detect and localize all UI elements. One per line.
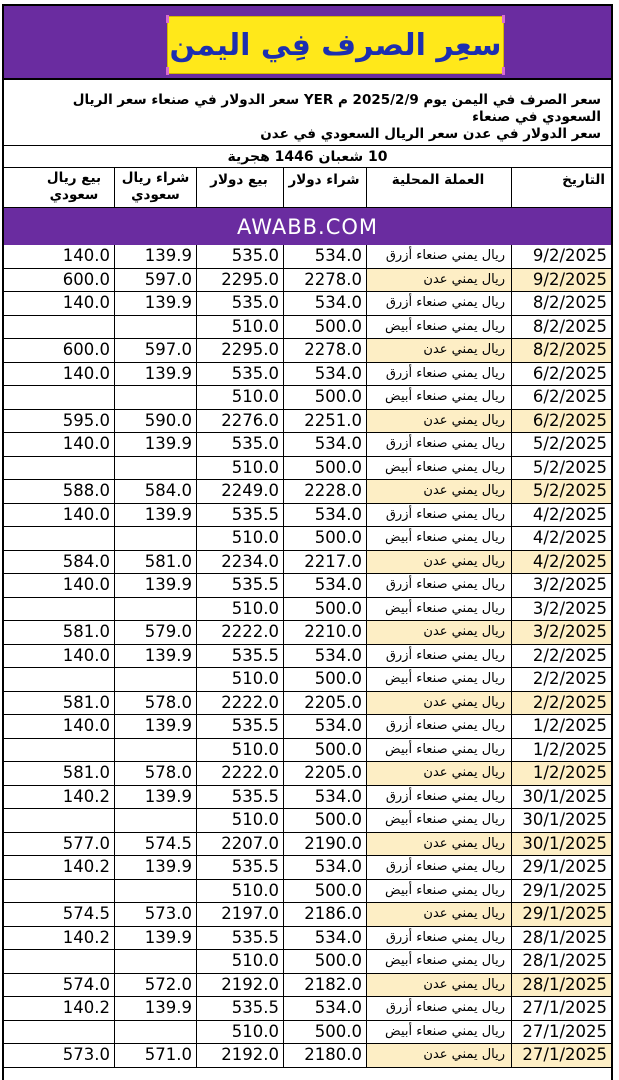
cell-sell-dollar: 535.5 [196,856,283,879]
cell-buy-dollar: 2182.0 [283,974,366,997]
cell-date: 8/2/2025 [511,316,611,339]
cell-date: 6/2/2025 [511,410,611,433]
cell-currency: ريال يمني عدن [366,692,511,715]
header-sell-dollar: بيع دولار [196,168,283,207]
cell-date: 30/1/2025 [511,833,611,856]
title-box [167,16,504,74]
cell-buy-sar: 139.9 [114,997,196,1020]
cell-sell-sar: 581.0 [62,692,110,712]
cell-sell-sar: 588.0 [62,481,110,500]
cell-sell-sar [34,1021,114,1044]
selection-handle [166,15,169,23]
rates-table-body [4,245,611,1068]
cell-currency: ريال يمني صنعاء أزرق [366,645,511,668]
cell-sell-sar: 600.0 [62,340,110,359]
cell-currency: ريال يمني عدن [366,1044,511,1067]
cell-date: 28/1/2025 [511,927,611,950]
cell-buy-dollar: 500.0 [283,668,366,691]
cell-date: 3/2/2025 [511,621,611,644]
cell-currency: ريال يمني صنعاء أزرق [366,856,511,879]
cell-date: 1/2/2025 [511,739,611,762]
cell-sell-dollar: 2197.0 [196,903,283,926]
brand-banner [4,208,611,245]
cell-sell-dollar: 535.5 [196,574,283,597]
cell-buy-sar: 139.9 [114,363,196,386]
cell-buy-dollar: 500.0 [283,1021,366,1044]
cell-date: 3/2/2025 [511,574,611,597]
cell-sell-dollar: 2234.0 [196,551,283,574]
cell-buy-dollar: 534.0 [283,927,366,950]
cell-date: 27/1/2025 [511,1021,611,1044]
table-row [4,1044,611,1068]
table-row [4,809,611,833]
cell-sell-dollar: 2192.0 [196,1044,283,1067]
cell-buy-dollar: 2278.0 [283,339,366,362]
cell-sell-dollar: 2295.0 [196,339,283,362]
cell-date: 27/1/2025 [511,1044,611,1067]
table-row [4,786,611,810]
cell-buy-sar: 139.9 [114,292,196,315]
cell-sell-dollar: 510.0 [196,880,283,903]
cell-buy-sar: 574.5 [114,833,196,856]
table-row [4,551,611,575]
cell-sell-sar: 140.0 [62,246,110,265]
table-row [4,339,611,363]
cell-currency: ريال يمني صنعاء أبيض [366,1021,511,1044]
cell-sell-dollar: 2192.0 [196,974,283,997]
cell-buy-dollar: 2278.0 [283,269,366,292]
cell-date: 6/2/2025 [511,363,611,386]
cell-date: 6/2/2025 [511,386,611,409]
table-header [4,168,611,208]
cell-sell-dollar: 510.0 [196,739,283,762]
cell-date: 1/2/2025 [511,715,611,738]
cell-sell-sar: 600.0 [62,269,110,289]
cell-buy-dollar: 500.0 [283,880,366,903]
table-row [4,692,611,716]
cell-date: 9/2/2025 [511,245,611,268]
cell-currency: ريال يمني عدن [366,269,511,292]
cell-buy-sar [114,739,196,762]
cell-sell-dollar: 535.0 [196,363,283,386]
cell-buy-dollar: 534.0 [283,292,366,315]
cell-buy-dollar: 2205.0 [283,762,366,785]
cell-currency: ريال يمني صنعاء أزرق [366,363,511,386]
table-row [4,927,611,951]
cell-sell-sar [34,950,114,973]
table-row [4,621,611,645]
cell-date: 4/2/2025 [511,551,611,574]
cell-sell-sar [34,386,114,409]
table-row [4,527,611,551]
table-row [4,668,611,692]
cell-date: 2/2/2025 [511,645,611,668]
cell-sell-dollar: 535.5 [196,645,283,668]
cell-buy-sar: 139.9 [114,245,196,268]
description-line-2: سعر الدولار في عدن سعر الريال السعودي في عدن [260,126,601,142]
cell-buy-dollar: 534.0 [283,997,366,1020]
cell-date: 5/2/2025 [511,457,611,480]
cell-date: 2/2/2025 [511,692,611,715]
cell-sell-dollar: 2295.0 [196,269,283,292]
cell-buy-dollar: 2186.0 [283,903,366,926]
cell-currency: ريال يمني صنعاء أبيض [366,457,511,480]
cell-currency: ريال يمني عدن [366,903,511,926]
cell-buy-sar: 139.9 [114,786,196,809]
cell-buy-dollar: 534.0 [283,433,366,456]
cell-sell-sar [34,598,114,621]
hijri-date: 10 شعبان 1446 هجرية [4,146,611,168]
cell-buy-dollar: 534.0 [283,363,366,386]
cell-date: 2/2/2025 [511,668,611,691]
cell-sell-dollar: 535.5 [196,997,283,1020]
page-title: سعِر الصرف فِي اليمن [169,27,502,63]
header-sell-sar: بيع ريال سعودي [46,170,102,203]
table-row [4,715,611,739]
cell-buy-dollar: 534.0 [283,645,366,668]
cell-buy-sar: 139.9 [114,504,196,527]
cell-sell-dollar: 535.0 [196,292,283,315]
cell-sell-sar [34,668,114,691]
cell-date: 30/1/2025 [511,786,611,809]
cell-currency: ريال يمني عدن [366,551,511,574]
cell-buy-dollar: 534.0 [283,786,366,809]
table-row [4,856,611,880]
cell-buy-sar [114,880,196,903]
cell-sell-sar: 581.0 [62,763,110,782]
cell-currency: ريال يمني صنعاء أبيض [366,880,511,903]
cell-sell-sar [34,809,114,832]
cell-sell-dollar: 535.5 [196,715,283,738]
table-row [4,386,611,410]
cell-buy-dollar: 500.0 [283,739,366,762]
selection-handle [166,67,169,75]
cell-buy-sar: 597.0 [114,269,196,292]
cell-date: 29/1/2025 [511,903,611,926]
cell-buy-sar [114,809,196,832]
cell-currency: ريال يمني صنعاء أبيض [366,598,511,621]
cell-sell-dollar: 2249.0 [196,480,283,503]
brand-label: AWABB.COM [237,214,378,239]
cell-currency: ريال يمني صنعاء أزرق [366,433,511,456]
cell-sell-sar: 595.0 [62,410,110,430]
cell-buy-dollar: 500.0 [283,457,366,480]
table-row [4,457,611,481]
cell-currency: ريال يمني عدن [366,410,511,433]
cell-buy-sar: 572.0 [114,974,196,997]
cell-sell-dollar: 2222.0 [196,762,283,785]
cell-sell-dollar: 510.0 [196,598,283,621]
cell-buy-sar: 139.9 [114,433,196,456]
cell-sell-sar: 140.0 [62,434,110,453]
cell-buy-dollar: 534.0 [283,856,366,879]
cell-sell-sar: 140.0 [62,575,110,594]
table-row [4,363,611,387]
cell-currency: ريال يمني صنعاء أزرق [366,574,511,597]
cell-buy-sar [114,598,196,621]
cell-sell-dollar: 535.0 [196,433,283,456]
cell-sell-dollar: 510.0 [196,809,283,832]
cell-date: 8/2/2025 [511,339,611,362]
cell-buy-sar [114,1021,196,1044]
cell-sell-sar: 140.0 [62,293,110,312]
cell-currency: ريال يمني صنعاء أزرق [366,292,511,315]
header-date: التاريخ [511,168,611,207]
cell-sell-sar: 140.0 [62,363,110,383]
cell-sell-dollar: 510.0 [196,668,283,691]
cell-buy-dollar: 500.0 [283,316,366,339]
cell-buy-dollar: 500.0 [283,598,366,621]
cell-buy-sar: 578.0 [114,692,196,715]
table-row [4,903,611,927]
cell-buy-sar [114,950,196,973]
selection-handle [502,67,505,75]
table-row [4,433,611,457]
cell-sell-dollar: 510.0 [196,386,283,409]
table-row [4,950,611,974]
table-row [4,292,611,316]
cell-sell-dollar: 2276.0 [196,410,283,433]
cell-date: 28/1/2025 [511,950,611,973]
cell-buy-dollar: 2205.0 [283,692,366,715]
cell-currency: ريال يمني صنعاء أبيض [366,739,511,762]
cell-sell-sar [34,880,114,903]
cell-currency: ريال يمني صنعاء أبيض [366,316,511,339]
cell-buy-sar [114,457,196,480]
cell-sell-sar: 140.0 [62,504,110,524]
cell-currency: ريال يمني صنعاء أبيض [366,668,511,691]
table-row [4,997,611,1021]
cell-date: 4/2/2025 [511,504,611,527]
description-line-1: سعر الصرف في اليمن يوم 2025/2/9 م YER سعر الدولار في صنعاء سعر الريال السعودي في صنعاء [72,92,601,125]
cell-sell-sar [34,316,114,339]
cell-buy-dollar: 534.0 [283,245,366,268]
table-row [4,833,611,857]
table-row [4,762,611,786]
cell-sell-sar: 140.2 [62,927,110,947]
cell-sell-dollar: 535.5 [196,504,283,527]
cell-buy-dollar: 534.0 [283,715,366,738]
table-row [4,316,611,340]
table-row [4,504,611,528]
table-row [4,480,611,504]
cell-currency: ريال يمني صنعاء أزرق [366,245,511,268]
cell-buy-sar: 139.9 [114,645,196,668]
cell-buy-dollar: 500.0 [283,809,366,832]
cell-date: 29/1/2025 [511,856,611,879]
cell-currency: ريال يمني عدن [366,833,511,856]
cell-sell-sar: 573.0 [62,1045,110,1064]
cell-buy-sar: 584.0 [114,480,196,503]
cell-date: 5/2/2025 [511,433,611,456]
cell-currency: ريال يمني عدن [366,480,511,503]
table-row [4,739,611,763]
cell-sell-sar: 140.0 [62,716,110,735]
cell-currency: ريال يمني صنعاء أزرق [366,715,511,738]
cell-currency: ريال يمني صنعاء أبيض [366,950,511,973]
cell-sell-sar: 140.2 [62,857,110,876]
cell-buy-dollar: 2190.0 [283,833,366,856]
title-banner [4,4,611,78]
cell-buy-sar: 573.0 [114,903,196,926]
cell-sell-sar: 140.2 [62,786,110,806]
cell-buy-sar: 139.9 [114,574,196,597]
cell-currency: ريال يمني صنعاء أبيض [366,527,511,550]
cell-sell-sar [34,527,114,550]
header-buy-sar: شراء ريال سعودي [114,168,196,207]
cell-sell-sar [34,457,114,480]
cell-sell-dollar: 535.5 [196,927,283,950]
cell-currency: ريال يمني عدن [366,339,511,362]
cell-sell-sar: 140.0 [62,645,110,665]
cell-buy-sar: 139.9 [114,927,196,950]
header-buy-dollar: شراء دولار [283,168,366,207]
cell-sell-sar [34,739,114,762]
cell-buy-sar: 579.0 [114,621,196,644]
cell-sell-dollar: 2207.0 [196,833,283,856]
cell-buy-dollar: 2228.0 [283,480,366,503]
cell-buy-dollar: 500.0 [283,386,366,409]
cell-date: 5/2/2025 [511,480,611,503]
cell-sell-dollar: 535.0 [196,245,283,268]
cell-date: 9/2/2025 [511,269,611,292]
cell-sell-sar: 577.0 [62,833,110,853]
table-row [4,410,611,434]
exchange-rate-sheet [2,4,613,1080]
cell-buy-dollar: 500.0 [283,950,366,973]
cell-buy-sar: 139.9 [114,715,196,738]
description [4,78,611,146]
cell-sell-dollar: 510.0 [196,457,283,480]
cell-buy-sar: 571.0 [114,1044,196,1067]
cell-date: 1/2/2025 [511,762,611,785]
cell-buy-dollar: 2180.0 [283,1044,366,1067]
table-row [4,574,611,598]
cell-buy-dollar: 2217.0 [283,551,366,574]
cell-currency: ريال يمني صنعاء أزرق [366,786,511,809]
cell-currency: ريال يمني صنعاء أزرق [366,997,511,1020]
cell-currency: ريال يمني صنعاء أبيض [366,809,511,832]
cell-buy-dollar: 2210.0 [283,621,366,644]
cell-buy-dollar: 500.0 [283,527,366,550]
cell-date: 3/2/2025 [511,598,611,621]
cell-sell-sar: 140.2 [62,998,110,1017]
cell-buy-sar [114,316,196,339]
cell-date: 29/1/2025 [511,880,611,903]
cell-currency: ريال يمني عدن [366,762,511,785]
selection-handle [502,15,505,23]
cell-sell-sar: 574.0 [62,974,110,994]
table-row [4,598,611,622]
table-row [4,245,611,269]
cell-buy-sar: 581.0 [114,551,196,574]
table-row [4,1021,611,1045]
cell-currency: ريال يمني عدن [366,974,511,997]
cell-buy-sar: 578.0 [114,762,196,785]
cell-buy-sar [114,386,196,409]
cell-sell-sar: 574.5 [62,904,110,923]
cell-sell-dollar: 510.0 [196,316,283,339]
cell-date: 4/2/2025 [511,527,611,550]
cell-buy-sar: 139.9 [114,856,196,879]
cell-sell-sar: 584.0 [62,551,110,571]
cell-buy-sar: 597.0 [114,339,196,362]
cell-date: 28/1/2025 [511,974,611,997]
cell-buy-sar [114,527,196,550]
table-row [4,645,611,669]
cell-currency: ريال يمني صنعاء أبيض [366,386,511,409]
header-currency: العملة المحلية [366,168,511,207]
cell-sell-dollar: 2222.0 [196,692,283,715]
cell-date: 8/2/2025 [511,292,611,315]
cell-buy-dollar: 2251.0 [283,410,366,433]
cell-buy-dollar: 534.0 [283,504,366,527]
cell-sell-dollar: 535.5 [196,786,283,809]
cell-date: 30/1/2025 [511,809,611,832]
cell-buy-sar: 590.0 [114,410,196,433]
cell-buy-sar [114,668,196,691]
table-row [4,269,611,293]
cell-sell-dollar: 510.0 [196,950,283,973]
cell-date: 27/1/2025 [511,997,611,1020]
cell-sell-sar: 581.0 [62,622,110,641]
cell-currency: ريال يمني صنعاء أزرق [366,927,511,950]
table-row [4,974,611,998]
cell-sell-dollar: 510.0 [196,1021,283,1044]
cell-currency: ريال يمني صنعاء أزرق [366,504,511,527]
cell-buy-dollar: 534.0 [283,574,366,597]
cell-sell-dollar: 510.0 [196,527,283,550]
cell-currency: ريال يمني عدن [366,621,511,644]
cell-sell-dollar: 2222.0 [196,621,283,644]
table-row [4,880,611,904]
